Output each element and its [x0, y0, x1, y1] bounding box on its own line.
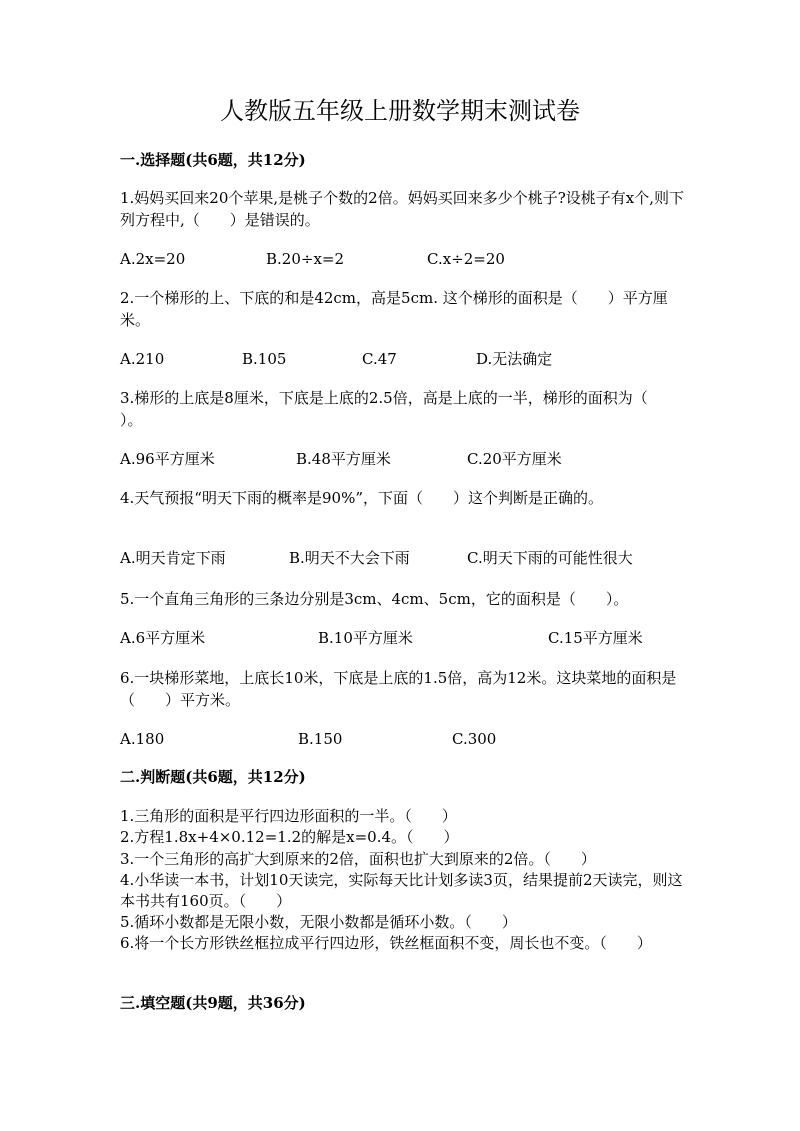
question-text: 5.一个直角三角形的三条边分别是3cm、4cm、5cm，它的面积是（ ）。 — [120, 590, 629, 608]
option-c: C.明天下雨的可能性很大 — [467, 549, 633, 567]
option-c: C.300 — [452, 730, 497, 748]
judge-item: 4.小华读一本书，计划10天读完，实际每天比计划多读3页，结果提前2天读完，则这本书共有160页。（ ） — [120, 871, 683, 910]
option-d: D.无法确定 — [476, 350, 553, 368]
option-c: C.15平方厘米 — [548, 629, 643, 647]
page-title: 人教版五年级上册数学期末测试卷 — [220, 97, 580, 125]
section-heading-judge: 二.判断题(共6题，共12分) — [120, 768, 306, 786]
question-text: 4.天气预报“明天下雨的概率是90%”，下面（ ）这个判断是正确的。 — [120, 489, 603, 507]
option-a: A.2x=20 — [120, 250, 186, 268]
option-b: B.10平方厘米 — [318, 629, 413, 647]
option-b: B.48平方厘米 — [296, 450, 391, 468]
question-text: 3.梯形的上底是8厘米，下底是上底的2.5倍，高是上底的一半，梯形的面积为（ ）。 — [120, 389, 678, 429]
judge-item: 3.一个三角形的高扩大到原来的2倍，面积也扩大到原来的2倍。（ ） — [120, 850, 596, 868]
option-a: A.210 — [120, 350, 165, 368]
option-b: B.20÷x=2 — [266, 250, 345, 268]
judge-item: 6.将一个长方形铁丝框拉成平行四边形，铁丝框面积不变，周长也不变。（ ） — [120, 934, 652, 952]
option-a: A.6平方厘米 — [120, 629, 206, 647]
option-a: A.明天肯定下雨 — [120, 549, 226, 567]
question-text: 6.一块梯形菜地，上底长10米，下底是上底的1.5倍，高为12米。这块菜地的面积是（ ）平方米。 — [120, 669, 677, 709]
option-c: C.20平方厘米 — [467, 450, 562, 468]
question-text: 2.一个梯形的上、下底的和是42cm，高是5cm. 这个梯形的面积是（ ）平方厘米。 — [120, 289, 668, 329]
option-a: A.180 — [120, 730, 165, 748]
section-heading-choice: 一.选择题(共6题，共12分) — [120, 151, 306, 169]
question-text: 1.妈妈买回来20个苹果,是桃子个数的2倍。妈妈买回来多少个桃子?设桃子有x个,则下列方程中,（ ）是错误的。 — [120, 189, 684, 229]
option-b: B.105 — [242, 350, 287, 368]
judge-item: 2.方程1.8x+4×0.12=1.2的解是x=0.4。（ ） — [120, 828, 459, 846]
option-a: A.96平方厘米 — [120, 450, 215, 468]
option-b: B.明天不大会下雨 — [289, 549, 410, 567]
section-heading-fill: 三.填空题(共9题，共36分) — [120, 994, 306, 1012]
judge-item: 5.循环小数都是无限小数，无限小数都是循环小数。（ ） — [120, 913, 517, 931]
judge-item: 1.三角形的面积是平行四边形面积的一半。（ ） — [120, 807, 457, 825]
option-c: C.47 — [362, 350, 397, 368]
option-c: C.x÷2=20 — [427, 250, 505, 268]
option-b: B.150 — [298, 730, 343, 748]
